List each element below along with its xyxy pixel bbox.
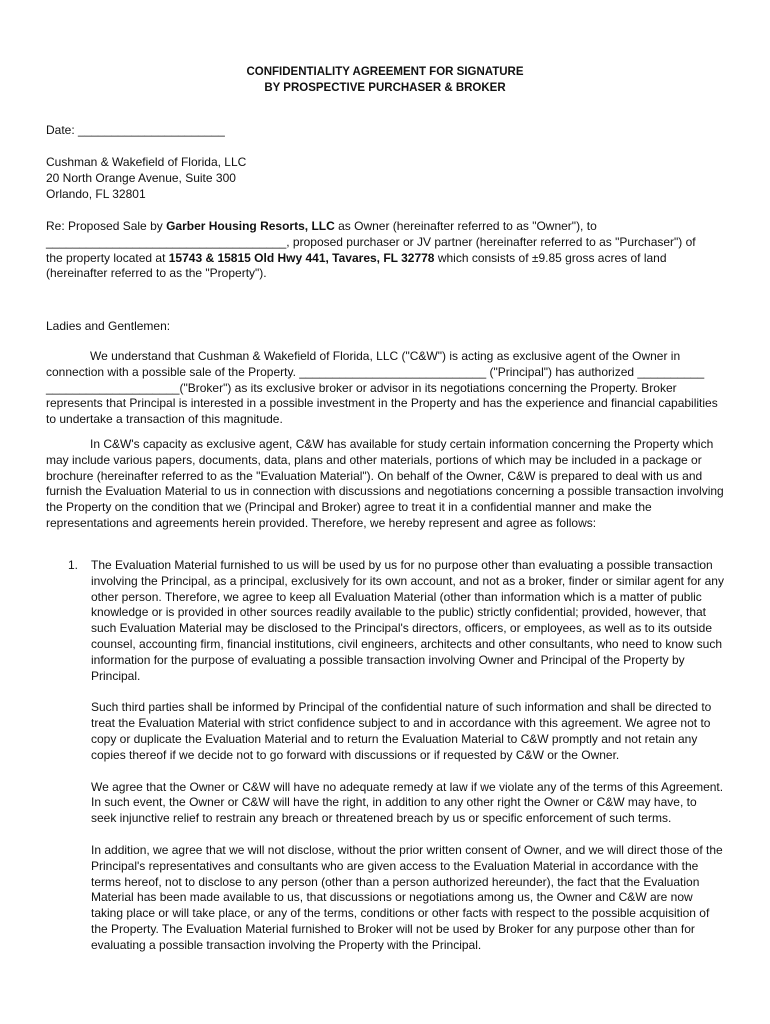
item-paragraph-disclosure: In addition, we agree that we will not disclose, without the prior written consent of Owner, and we will direct those of the Principal's representatives and consultants who are given access to the Evaluation Material in accordance with the terms hereof, not to disclose to any person (other than a person authorized hereunder), the fact that the Evaluation Material has been made available to us, that discussions or negotiations among us, the Owner and C&W are now taking place or will take place, or any of the terms, conditions or other facts with respect to the possible acquisition of the Property. The Evaluation Material furnished to Broker will not be used by Broker for any purpose other than for evaluating a possible transaction involving the Property with the Principal. [91, 842, 723, 952]
address-line-3: Orlando, FL 32801 [46, 186, 146, 201]
paragraph-evaluation-material: In C&W's capacity as exclusive agent, C&W has available for study certain information concerning the Property which may include various papers, documents, data, plans and other materials, portions of which may be included in a package or brochure (hereinafter referred to as the "Evaluation Material"). On behalf of the Owner, C&W is prepared to deal with us and furnish the Evaluation Material to us in connection with discussions and negotiations concerning a possible transaction involving the Property on the condition that we (Principal and Broker) agree to treat it in a confidential manner and make the representations and agreements herein provided. Therefore, we hereby represent and agree as follows: [46, 437, 724, 530]
item-paragraph-remedy: We agree that the Owner or C&W will have no adequate remedy at law if we violate any of the terms of this Agreement. In such event, the Owner or C&W will have the right, in addition to any other right the Owner or C&W may have, to seek injunctive relief to restrain any breach or threatened breach by us or specific enforcement of such terms. [91, 779, 724, 826]
address-line-1: Cushman & Wakefield of Florida, LLC [46, 155, 247, 169]
document-title [0, 64, 770, 96]
re-block [46, 219, 726, 282]
re-line-3 [46, 251, 726, 267]
date-line: Date: ______________________ [46, 123, 225, 137]
re-line-1 [46, 219, 726, 235]
re-line-4: (hereinafter referred to as the "Property"). [46, 266, 267, 281]
address-block [46, 155, 726, 202]
property-address: 15743 & 15815 Old Hwy 441, Tavares, FL 32778 [168, 250, 435, 265]
address-line-2: 20 North Orange Avenue, Suite 300 [46, 170, 236, 185]
paragraph-agency: We understand that Cushman & Wakefield of Florida, LLC ("C&W") is acting as exclusive agent of the Owner in connection with a possible sale of the Property. ____________________________ ("Principal") has authorized __________ ____________________("Broker") as its exclusive broker or advisor in its negotiations concerning the Property. Broker represents that Principal is interested in a possible investment in the Property and has the experience and financial capabilities to undertake a transaction of this magnitude. [46, 349, 718, 427]
owner-name: Garber Housing Resorts, LLC [166, 219, 335, 233]
re-property-suffix: which consists of ±9.85 gross acres of land [434, 250, 667, 265]
re-line-2: ____________________________________, proposed purchaser or JV partner (hereinafter referred to as "Purchaser") of [46, 234, 696, 249]
re-prefix: Re: Proposed Sale by [46, 219, 167, 233]
title-line-2: BY PROSPECTIVE PURCHASER & BROKER [264, 82, 506, 94]
title-line-1: CONFIDENTIALITY AGREEMENT FOR SIGNATURE [246, 66, 524, 78]
item-paragraph-use: The Evaluation Material furnished to us will be used by us for no purpose other than evaluating a possible transaction involving the Principal, as a principal, exclusively for its own account, and not as a broker, finder or similar agent for any other person. Therefore, we agree to keep all Evaluation Material (other than information which is a matter of public knowledge or is provided in other sources readily available to the public) strictly confidential; provided, however, that such Evaluation Material may be disclosed to the Principal's directors, officers, or employees, as well as to its outside counsel, accounting firm, financial institutions, civil engineers, architects and other consultants, who need to know such information for the purpose of evaluating a possible transaction involving Owner and Principal of the Property by Principal. [91, 558, 724, 683]
item-1 [91, 558, 725, 970]
salutation: Ladies and Gentlemen: [46, 319, 171, 333]
re-property-prefix: the property located at [46, 250, 169, 265]
re-owner-suffix: as Owner (hereinafter referred to as "Owner"), to [334, 219, 597, 233]
item-paragraph-third-parties: Such third parties shall be informed by Principal of the confidential nature of such information and shall be directed to treat the Evaluation Material with strict confidence subject to and in accordance with this agreement. We agree not to copy or duplicate the Evaluation Material and to return the Evaluation Material to C&W promptly and not retain any copies thereof if we decide not to go forward with discussions or if requested by C&W or the Owner. [91, 700, 712, 762]
item-number: 1. [68, 558, 79, 572]
